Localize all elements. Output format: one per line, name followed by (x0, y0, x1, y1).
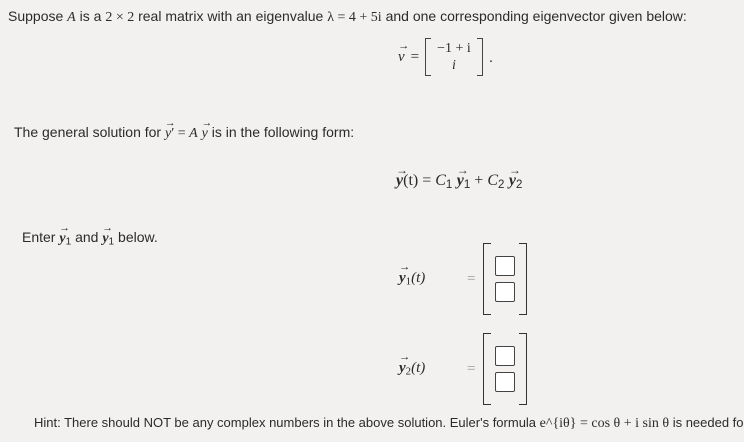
solution-formula (396, 172, 522, 191)
problem-statement (8, 8, 687, 26)
y1-subscript: 1 (405, 275, 412, 288)
intro-text-1: Suppose (8, 8, 68, 24)
matrix-symbol: A (189, 126, 198, 141)
y2-subscript: 2 (405, 365, 412, 378)
matrix-symbol: A (67, 10, 76, 25)
answer1-entry-bottom-input[interactable] (495, 282, 515, 302)
right-bracket (519, 333, 527, 405)
eigenvector-display (398, 36, 493, 78)
answer2-entry-bottom-input[interactable] (495, 372, 515, 392)
plus-sign: + (470, 172, 488, 189)
c2-subscript: 2 (497, 178, 505, 191)
period: . (488, 48, 493, 66)
y1-vector: → y (59, 231, 65, 247)
matrix-dimensions: 2 × 2 (105, 10, 135, 25)
y1-subscript: 1 (108, 236, 115, 248)
answer-row-2 (399, 333, 527, 405)
hint-tail: is needed fo (669, 415, 744, 430)
enter-text-1: Enter (22, 229, 60, 245)
hint-text (34, 415, 744, 432)
general-text-2: is in the following form: (207, 124, 355, 140)
enter-text-3: below. (114, 229, 158, 245)
y1-subscript: 1 (65, 236, 72, 248)
equals-sign: = (467, 270, 476, 287)
time-argument: (t) (411, 360, 426, 377)
constant-c2: C (487, 172, 498, 189)
y1-subscript: 1 (463, 178, 471, 191)
answer2-entry-top-input[interactable] (495, 346, 515, 366)
eigenvector-matrix (425, 38, 483, 76)
eigenvector-entry-bottom: i (452, 58, 456, 73)
y2-vector: → y (399, 360, 406, 377)
y1-vector: → y (399, 270, 406, 287)
y1-vector: → y (102, 231, 108, 247)
intro-text-2: is a (75, 8, 106, 24)
eigenvector-symbol: → v (398, 49, 405, 66)
right-bracket (519, 243, 527, 315)
intro-text-3: real matrix with an eigenvalue (134, 8, 328, 24)
left-bracket (483, 243, 491, 315)
eigenvalue: λ = 4 + 5i (327, 10, 382, 25)
equals-sign: = (467, 360, 476, 377)
enter-instruction (22, 229, 158, 248)
intro-text-4: and one corresponding eigenvector given below: (381, 8, 687, 24)
answer-label-1 (399, 270, 459, 288)
answer-matrix-1 (483, 243, 527, 315)
equals-sign: = (410, 48, 420, 65)
time-argument: (t) (411, 270, 426, 287)
y2-subscript: 2 (515, 178, 523, 191)
y2-vector: → y (509, 172, 516, 190)
euler-formula: e^{iθ} = cos θ + i sin θ (539, 416, 670, 431)
y-vector: → y (165, 126, 171, 142)
enter-text-2: and (71, 229, 103, 245)
answer-label-2 (399, 360, 459, 378)
equals-sign: = (174, 126, 190, 141)
constant-c1: C (435, 172, 446, 189)
y-vector: → y (202, 126, 208, 142)
answer1-entry-top-input[interactable] (495, 256, 515, 276)
left-bracket (483, 333, 491, 405)
answer-row-1 (399, 243, 527, 315)
y1-vector: → y (457, 172, 464, 190)
c1-subscript: 1 (445, 178, 453, 191)
prime-mark: ′ (171, 126, 175, 141)
formula-lhs: (t) = (403, 172, 436, 189)
hint-body: Hint: There should NOT be any complex numbers in the above solution. Euler's formula (34, 415, 540, 430)
y-vector: → y (396, 172, 403, 190)
general-solution-text (14, 124, 354, 142)
general-text-1: The general solution for (14, 124, 165, 140)
right-bracket (477, 38, 483, 76)
eigenvector-entry-top: −1 + i (437, 41, 471, 56)
answer-matrix-2 (483, 333, 527, 405)
